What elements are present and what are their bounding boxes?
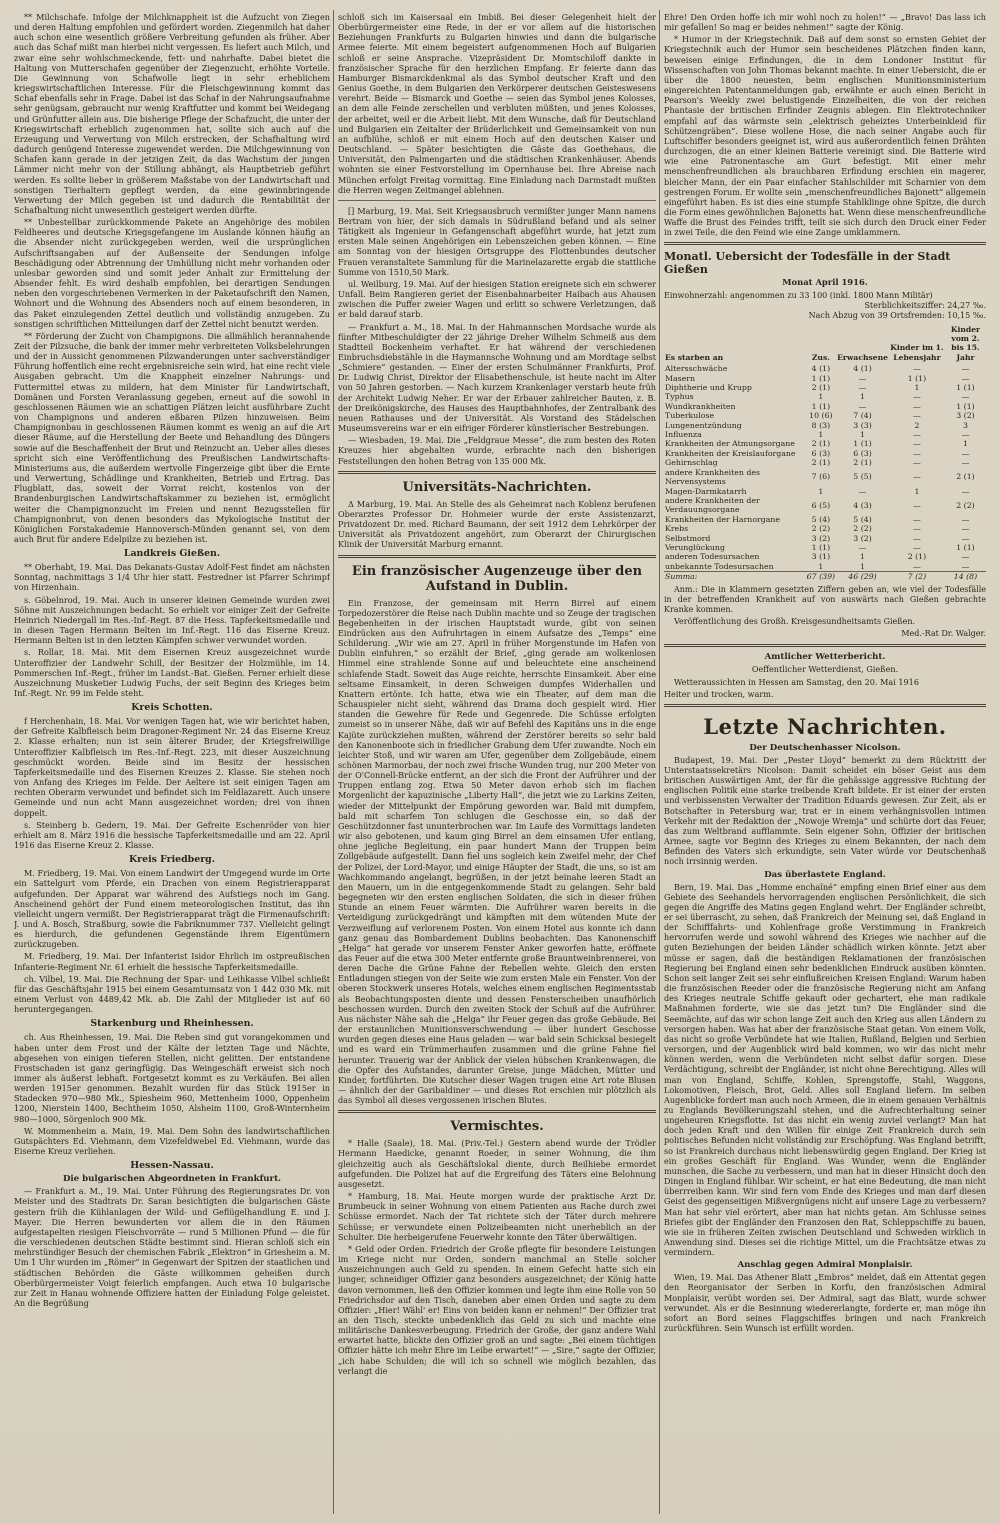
table-cell: 2 (2) — [956, 500, 975, 510]
divider — [664, 704, 986, 707]
table-cell: Influenza — [665, 430, 702, 440]
table-cell: unbekannte Todesursachen — [665, 561, 774, 571]
table-cell: — — [858, 383, 867, 393]
article-rheinhessen: ch. Aus Rheinhessen, 19. Mai. Die Reben sind gut vorangekommen und haben unter dem Frost und der Kälte der letzten Tage und Nächte, abgesehen von einigen tieferen Stellen, nicht gelitten. Der entstandene Frostschaden ist ganz geringfügig. Das Weingeschäft erweist sich noch immer als äußerst lebhaft. Fortgesetzt kommt es zu Verkäufen. Bei allen werden 1915er genommen. Bezahlt wurden für das Stück 1915er in Stadecken 970—980 Mk., Spiesheim 960, Mettenheim 1000, Oppenheim 1200, Nierstein 1400, Bechtheim 1050, Alsheim 1100, Groß-Winternheim 980—1000, Sörgenloch 900 Mk. — [14, 1032, 330, 1124]
divider — [664, 644, 986, 647]
table-cell: — — [913, 364, 921, 374]
table-cell: 1 — [818, 561, 824, 571]
column-header: Zus. — [811, 352, 830, 362]
table-cell: 7 (6) — [811, 472, 831, 482]
article-heading-bulgarian: Die bulgarischen Abgeordneten in Frankfurt. — [62, 1174, 282, 1185]
section-heading-friedberg: Kreis Friedberg. — [129, 854, 215, 866]
table-cell: Verunglückung — [665, 542, 725, 552]
section-heading-vermischtes: Vermischtes. — [450, 1119, 544, 1135]
table-cell: 2 (2) — [853, 524, 872, 534]
death-stats-table — [664, 325, 986, 582]
table-row — [664, 496, 986, 515]
table-cell: 1 — [860, 430, 865, 440]
table-cell: — — [913, 524, 921, 534]
article-milchschafe: ** Milchschafe. Infolge der Milchknappheit ist die Aufzucht von Ziegen und deren Haltung empfohlen und gefördert worden. Ziegenmilch hat daher auch schon eine wesentlich größere Verbreitung gefunden als früher. Aber auch das Schaf mißt man hierbei nicht vergessen. Es liefert auch Milch, und zwar eine sehr wohlschmeckende, fett- und nahrhafte. Dabei bietet die Haltung von Mutterschafen gegenüber der Ziegenzucht, erhöhte Vorteile. Die Gewinnung von Schafwolle liegt in sehr erheblichem kriegswirtschaftlichen Interesse. Für die Fleischgewinnung kommt das Schaf ebenfalls sehr in Frage. Dabei ist das Schaf in der Nahrungsaufnahme sehr genügsam, gebraucht nur wenig Kraftfutter und kommt bei Weidegang und Grünfutter allein aus. Die bisherige Pflege der Schafzucht, die unter der Kriegswirtschaft erheblich zugenommen hat, sollte sich auch auf die Erzeugung und Verwertung von Milch erstrecken, der Schafhaltung wird dadurch genügend Interesse zugewendet werden. Die Milchgewinnung von Schafen kann gerade in der jetzigen Zeit, da das Wachstum der jungen Lämmer nicht mehr von der Stillung abhängt, als Hauptbetrieb geführt werden. Es sollte lieber in größerem Maßstabe von der Landwirtschaft und sonstigen Tierhaltern gepflegt werden, da eine gewinnbringende Verwertung der Milch gegeben ist und dadurch die Rentabilität der Schafhaltung nicht unwesentlich gesteigert werden dürfte. — [14, 12, 330, 215]
table-cell: 6 (3) — [853, 448, 872, 458]
table-row — [664, 552, 986, 561]
table-cell: 6 (5) — [811, 500, 831, 510]
article-champignons: ** Förderung der Zucht von Champignons. Die allmählich herannahende Zeit der Pilzsuche, die bank der immer mehr verbreiteten Volksbelehrungen und der in Aussicht genommenen Pilzwanderungen unter sachverständiger Führung hoffentlich eine recht ergebnisreiche sein wird, hat eine recht viele Ausgaben gebracht. Um die Knappheit einzelner Nahrungs- und Futtermittel etwas zu mildern, hat dem Minister für Landwirtschaft, Domänen und Forsten Veranlassung gegeben, erneut auf die sowohl in geschlossenen Räumen wie an schattigen Plätzen leicht ausführbare Zucht von Champignons und anderen eßbaren Pilzen hinzuweisen. Beim Champignonbau in geschlossenen Räumen kommt es wenig an auf die Art dieser Räume, auf die Herstellung der Beete und Behandlung des Düngers sowie auf die Beschaffenheit der Brut und Reinzucht an. Ueber alles dieses spricht sich eine Veröffentlichung des Preußischen Landwirtschafts-Ministeriums aus, die außerdem wertvolle Fingerzeige gibt über die Ernte und Verwertung, Schädlinge und Krankheiten, Betrieb und Ertrag. Das Flugblatt, das, soweit der Vorrat reicht, kostenlos von der Brandenburgischen Landwirtschaftskammer zu beziehen ist, ermöglicht weiter die Champignonzucht im Freien und nennt Bezugsstellen für Champignonbrut, von denen besonders das Mykologische Institut der Königlichen Forstakademie Hannoversch-Münden genannt sei, von dem auch Brut für andere Edelpilze zu beziehen ist. — [14, 330, 330, 544]
article-heading-dublin: Ein französischer Augenzeuge über den Aufstand in Dublin. — [351, 563, 643, 594]
article-heading-admiral: Anschlag gegen Admiral Monplaisir. — [737, 1260, 913, 1271]
table-cell: 4 (1) — [811, 364, 831, 374]
table-cell: andere Krankheiten der Verdauungsorgane — [665, 495, 760, 515]
table-cell: Typhus — [665, 392, 694, 402]
table-cell: 1 — [860, 552, 865, 562]
article-marburg-bertram: [] Marburg, 19. Mai. Seit Kriegsausbruch vermißter junger Mann namens Bertram von hier, der sich damals in Südrußland befand und als seiner Tätigkeit als Ingenieur in Gefangenschaft abgeführt wurde, hat jetzt zum ersten Male seinen Angehörigen ein Lebenszeichen geben können. — Eine am Sonntag von der hiesigen Ortsgruppe des Flottenbundes deutscher Frauen veranstaltete Sammlung für die Marinelazarette ergab die stattliche Summe von 1510,50 Mark. — [338, 205, 656, 277]
divider — [664, 242, 986, 245]
article-friedberg-ehrlich: M. Friedberg, 19. Mai. Der Infanterist Isidor Ehrlich im ostpreußischen Infanterie-Regiment Nr. 61 erhielt die hessische Tapferkeitsmedaille. — [14, 951, 330, 972]
table-cell: — — [858, 373, 867, 383]
table-cell: 7 (4) — [853, 411, 872, 421]
table-row — [664, 430, 986, 439]
table-cell: — — [961, 430, 970, 440]
death-stats-note: Anm.: Die in Klammern gesetzten Ziffern geben an, wie viel der Todesfälle in der betreffenden Krankheit auf von auswärts nach Gießen gebrachte Kranke kommen. — [664, 584, 986, 614]
article-herchenhain: f Herchenhain, 18. Mai. Vor wenigen Tagen hat, wie wir berichtet haben, der Gefreite Kalbfleisch beim Dragoner-Regiment Nr. 24 das Eiserne Kreuz 2. Klasse erhalten; nun ist sein älterer Bruder, der Kriegsfreiwillige Unteroffizier Kalbfleisch im Res.-Inf.-Regt. 223, mit dieser Auszeichnung geschmückt worden. Beide sind im Besitz der hessischen Tapferkeitsmedaille und des Eisernen Kreuzes 2. Klasse. Sie stehen noch von Anfang des Krieges im Felde. Der Aeltere ist seit einigen Tagen am rechten Oberarm verwundet und befindet sich im Feldlazarett. Auch unsere Gemeinde und nun acht Mann ausgezeichnet worden; drei von ihnen doppelt. — [14, 716, 330, 818]
article-admiral: Wien, 19. Mai. Das Athener Blatt „Embros“ meldet, daß ein Attentat gegen den Reorganisator der Serben in Korfu, den französischen Admiral Monplaisir, verübt worden sei. Der Admiral, sagt das Blatt, wurde schwer verwundet. Als er die Besinnung wiedererlangte, forderte er, man möge ihn sofort an Bord seines Flaggschiffes bringen und nach Frankreich zurückführen. Sein Wunsch ist erfüllt worden. — [664, 1272, 986, 1334]
table-cell: 1 — [860, 392, 865, 402]
table-row — [664, 411, 986, 420]
table-cell: 3 (3) — [853, 420, 872, 430]
table-cell: — — [913, 411, 921, 421]
article-halle: * Halle (Saale), 18. Mai. (Priv.-Tel.) Gestern abend wurde der Trödler Hermann Haedicke, genannt Roeder, in seiner Wohnung, die ihm gleichzeitig auch als Geschäftslokal diente, durch Beilhiebe ermordet aufgefunden. Die Polizei hat auf die Ergreifung des Täters eine Belohnung ausgesetzt. — [338, 1138, 656, 1189]
table-cell: 4 (1) — [853, 364, 872, 374]
table-cell: Magen-Darmkatarrh — [665, 486, 747, 496]
table-row — [664, 543, 986, 552]
table-cell: 10 (6) — [809, 411, 833, 421]
column-rule — [659, 10, 660, 1514]
article-bulgarian-continued: schloß sich im Kaisersaal ein Imbiß. Bei dieser Gelegenheit hielt der Oberbürgermeister eine Rede, in der er vor allem auf die historischen Beziehungen Frankfurts zu Bulgarien hinwies und dann die bulgarische Armee feierte. Mit einem begeistert aufgenommenen Hoch auf Bulgarien schloß er seine Ansprache. Vizepräsident Dr. Momtschiloff dankte in französischer Sprache für den herzlichen Empfang. Er feierte dann das Hamburger Bismarckdenkmal als das Symbol deutscher Kraft und den Genius Goethe, in dem Bulgarien den Verkörperer deutschen Geisteswesens verehrt. Beide — Bismarck und Goethe — seien das Symbol jenes Kolosses, an dem alle Feinde zerschellen und verbluten müßten, und jenes Kolosses, der arbeitet, weil er die Arbeit liebt. Mit dem Wunsche, daß für Deutschland und Bulgarien ein Zeitalter der Brüderlichkeit und Gemeinsamkeit von nun an aufblühe, schloß er mit einem Hoch auf den deutschen Kaiser und Deutschland. — Später besichtigten die Gäste das Goethehaus, die Universität, den Palmengarten und die städtischen Krankenhäuser. Abends wohnten sie einer Festvorstellung im Opernhause bei. Ihre Abreise nach München erfolgt Freitag vormittag. Eine Einladung nach Darmstadt mußten die Herren wegen Zeitmangel ablehnen. — [338, 12, 656, 195]
table-row — [664, 562, 986, 572]
death-stats-source: Veröffentlichung des Großh. Kreisgesundheitsamts Gießen. — [674, 617, 916, 627]
death-stats-body — [664, 364, 986, 571]
table-row — [664, 392, 986, 401]
table-cell: — — [913, 401, 921, 411]
table-row — [664, 524, 986, 533]
table-cell: Selbstmord — [665, 533, 711, 543]
death-stats-signature: Med.-Rat Dr. Walger. — [901, 629, 986, 639]
article-humor-kriegstechnik: * Humor in der Kriegstechnik. Daß auf dem sonst so ernsten Gebiet der Kriegstechnik auch der Humor sein bescheidenes Plätzchen finden kann, beweisen einige Erfindungen, die in dem Londoner Institut für Wissenschaften von John Thomas bekannt machte. In einer Uebersicht, die er über die 1800 neuesten, beim englischen Munitionsministerium eingereichten Patentanmeldungen gab, erwähnte er auch einen Bericht in Pearson's Weekly zwei belustigende Einzelheiten, die von der reichen Phantasie der britischen Erfinder Zeugnis ablegen. Ein Elektrotechniker empfahl auf das wärmste sein „elektrisch geheiztes Unterbeinkleid für Schützengräben“. Diese wollene Hose, die nach seiner Angabe auch für Luftschiffer besonders geeignet ist, wird aus außerordentlich feinen Drähten durchzogen, die an einer kleinen Batterie vereinigt sind. Die Batterie wird wie eine Patronentasche am Gurt befestigt. Mit einer mehr menschenfreundlichen als brauchbaren Erfindung erschien ein magerer, bleicher Mann, der ein Paar einfacher Stahlschilder mit Scharnier von dem gestrengen Forum. Er wollte sein „menschenfreundliches Bajonett“ allgemein eingeführt haben. Es ist dies eine stumpfe Stahlklinge ohne Spitze, die durch die Form eines gewöhnlichen Bajonetts hat. Wenn diese menschenfreundliche Waffe die Brust des Feindes trifft, teilt sie sich durch den Druck einer Feder in zwei Teile, die den Feind wie eine Zange umklammern. — [664, 34, 986, 238]
section-heading-nassau: Hessen-Nassau. — [130, 1160, 214, 1172]
table-cell: 1 (1) — [956, 383, 975, 393]
divider — [338, 1110, 656, 1113]
table-cell: 3 — [962, 420, 968, 430]
table-cell: 2 (2) — [811, 524, 831, 534]
table-cell: — — [961, 448, 970, 458]
table-row — [664, 449, 986, 458]
table-cell: — — [913, 514, 921, 524]
divider — [338, 200, 656, 201]
death-stats-title: Monatl. Uebersicht der Todesfälle in der Stadt Gießen — [664, 250, 951, 277]
article-england: Bern, 19. Mai. Das „Homme enchaîné“ empfing einen Brief einer aus dem Gebiete des Seehandels hervorragenden englischen Persönlichkeit, die sich gegen die Angriffe des Matins gegen England wehrt. Der Engländer schreibt, er sei überrascht, zu sehen, daß Frankreich der Meinung sei, daß England in der Schifffahrts- und Kohlenfrage große Verstimmung in Frankreich hervorrufen werde und sowohl während des Krieges wie nachher auf die guten Beziehungen der beiden Länder schädlich wirken könnte. Jetzt aber müsse er sagen, daß die beständigen Reklamationen der französischen Regierung bei England einen sehr bedenklichen Eindruck ausüben könnten. Schon seit langer Zeit sei sehr einflußreichen Kreisen England: Warum haben die französischen Reeder oder die französische Regierung nicht am Anfang des Krieges neutrale Schiffe gekauft oder gechartert, ehe man radikale Maßnahmen forderte, wie sie das jetzt tun? Die Engländer sind die Seemächte, auf das wir schon lange Zeit auch den Krieg aus allen Ländern zu versorgen haben. Was hat aber der französische Staat getan. Von einem Volk, das nicht so große Verbündete hat wie Italien, Rußland, Belgien und Serbien versorgen, und der Augenblick wird bald kommen, wo wir das nicht mehr können werden, wenn die Verbündeten nicht selbst dafür sorgen. Diese Verdächtigung, schreibt der Engländer, ist nicht ohne Berechtigung. Alles will man von England, Schiffe, Kohlen, Sprengstoffe, Stahl, Waggons, Lokomotiven, Fleisch, Brot, Geld. Alles soll England liefern. Im selben Augenblicke fordert man auch noch Armeen, die in einem genauen Verhältnis zu Englands Bevölkerungszahl stehen, und die Aufrechterhaltung seiner ungeheuren Kriegsflotte. Ist das nicht ein wenig zuviel verlangt? Man hat doch jeden Kraft und den Willen für einige Zeit Frankreich durch sein politisches Befunden nicht vollständig zur Erschöpfung. Was England betrifft, so ist Frankreich durchaus nicht liebenswürdig gegen England. Der Krieg ist ein großes Geschäft für England. Was Wunder, wenn die Engländer munschen, die Sache zu verbessern, und man hat in dieser Hinsicht doch den Dingen in England fühlbar. Wir scheint, er hat eine Bedeutung, die man nicht überrreiben kann. Wir sind fern vom Ende des Krieges und man darf diesen Geist des gegenseitigen Mißvergnügens nicht auf unsere Lage zu verbessern? Man hat sehr viel erörtert, aber man hat nichts getan. Am Schlusse seines Briefes gibt der Engländer den Franzosen den Rat, Schleppschiffe zu bauen, wie sie in früheren Zeiten zwischen Deutschland und Schweden wirklich in Anwendung sind. Dieses sei die richtige Mittel, um die Frachtsätze etwas zu vermindern. — [664, 881, 986, 1258]
table-cell: Lungenentzündung — [665, 420, 742, 430]
article-geld-continued: Ehre! Den Orden hoffe ich mir wohl noch zu holen!“ — „Bravo! Das lass ich mir gefallen! So mag er beides nehmen!“ sagte der König. — [664, 12, 986, 33]
table-cell: 5 (5) — [853, 472, 872, 482]
table-cell: — — [858, 486, 867, 496]
article-heading-nicolson: Der Deutschenhasser Nicolson. — [749, 742, 901, 753]
column-header: Kinder im 1. Lebensjahr — [890, 343, 944, 362]
table-cell: — — [913, 533, 921, 543]
article-rollar: s. Rollar, 18. Mai. Mit dem Eisernen Kreuz ausgezeichnet wurde Unteroffizier der Landwehr Schill, der Besitzer der Holzmühle, im 14. Pommerschen Inf.-Regt., früher im Landst.-Bat. Gießen. Ferner erhielt diese Auszeichnung Musketier Ludwig Fuchs, der seit Beginn des Krieges beim Inf.-Regt. Nr. 99 im Felde steht. — [14, 647, 330, 698]
article-oberhabt: ** Oberhabt, 19. Mai. Das Dekanats-Gustav Adolf-Fest findet am nächsten Sonntag, nachmittags 3 1/4 Uhr hier statt. Festredner ist Pfarrer Schrimpf von Hirzenhain. — [14, 562, 330, 593]
table-cell: — — [961, 524, 970, 534]
table-cell: — — [961, 561, 970, 571]
column-header: Erwachsene — [837, 352, 888, 362]
table-cell: 1 (1) — [811, 401, 831, 411]
death-stats-rate: Sterblichkeitsziffer: 24,27 ‰. — [864, 300, 986, 310]
table-cell: — — [913, 448, 921, 458]
table-cell: Gehirnschlag — [665, 458, 718, 468]
table-cell: 1 — [962, 439, 968, 449]
table-cell: — — [913, 542, 921, 552]
table-cell: — — [961, 533, 970, 543]
table-cell: 1 — [914, 486, 920, 496]
table-cell: — — [961, 392, 970, 402]
table-row — [664, 515, 986, 524]
table-cell: 2 (1) — [853, 458, 872, 468]
column-rule — [333, 10, 334, 1514]
death-stats-month: Monat April 1916. — [782, 277, 868, 288]
column-left — [14, 12, 330, 1514]
table-cell: — — [961, 552, 970, 562]
table-cell: Krebs — [665, 524, 689, 534]
table-row — [664, 468, 986, 487]
weather-service: Oeffentlicher Wetterdienst, Gießen. — [751, 664, 899, 675]
table-cell: anderen Todesursachen — [665, 552, 760, 562]
column-middle — [338, 12, 656, 1514]
table-cell: 2 — [914, 420, 920, 430]
divider — [338, 555, 656, 558]
section-heading-landkreis: Landkreis Gießen. — [123, 548, 221, 560]
table-cell: — — [961, 514, 970, 524]
table-row — [664, 439, 986, 448]
table-cell: andere Krankheiten des Nervensystems — [665, 467, 761, 487]
table-cell: — — [961, 486, 970, 496]
table-cell: 8 (3) — [811, 420, 831, 430]
table-cell: 2 (1) — [811, 458, 831, 468]
table-cell: 4 (3) — [853, 500, 872, 510]
article-steinberg: s. Steinberg b. Gedern, 19. Mai. Der Gefreite Eschenröder von hier erhielt am 8. März 1916 die hessische Tapferkeitsmedaille und am 22. April 1916 das Eiserne Kreuz 2. Klasse. — [14, 819, 330, 851]
table-cell: Krankheiten der Harnorgane — [665, 514, 781, 524]
article-marburg-univ: Δ Marburg, 19. Mai. An Stelle des als Geheimrat nach Koblenz berufenen Oberarztes Professor Dr. Hohmeier wurde der erste Assistenzarzt, Privatdozent Dr. med. Richard Baumann, der seit 1912 dem Lehrkörper der Universität als Privatdozent angehört, zum Oberarzt der Chirurgischen Klinik der Universität Marburg ernannt. — [338, 498, 656, 550]
table-cell: 1 (1) — [956, 401, 975, 411]
article-bulgarian-deputies: — Frankfurt a. M., 19. Mai. Unter Führung des Regierungsrates Dr. von Meister und des Stadtrats Dr. Saran besichtigten die bulgarischen Gäste gestern früh die Kühlanlagen der Wild- und Geflügelhandlung E. und J. Mayer. Die Herren bewunderten vor allem die in den Räumen aufgestapelten riesigen Fleischvorräte — rund 5 Millionen Pfund — die für die verschiedenen deutschen Städte bestimmt sind. Hieran schloß sich ein mehrstündiger Besuch der chemischen Fabrik „Elektron“ in Griesheim a. M. Um 1 Uhr wurden im „Römer“ in Gegenwart der Spitzen der staatlichen und städtischen Behörden die Gäste willkommen geheißen durch Oberbürgermeister Voigt feierlich empfangen. Auch etwa 10 bulgarische zur Zeit in Hanau wohnende Offiziere hatten der Einladung Folge geleistet. An die Begrüßung — [14, 1186, 330, 1308]
table-cell: — — [913, 439, 921, 449]
table-cell: 5 (4) — [811, 514, 831, 524]
table-row — [664, 364, 986, 373]
table-cell: 3 (2) — [853, 533, 872, 543]
table-cell: 2 (1) — [907, 552, 927, 562]
sum-infants: 7 (2) — [889, 572, 945, 582]
table-cell: — — [961, 458, 970, 468]
table-row — [664, 421, 986, 430]
article-heading-england: Das überlastete England. — [764, 869, 886, 880]
article-geld-oder-orden: * Geld oder Orden. Friedrich der Große pflegte für besondere Leistungen im Kriege nicht nur Orden, sondern manchmal an Stelle solcher Auszeichnungen auch Geld zu spenden. In einem Gefecht hatte sich ein junger, schneidiger Offizier ganz besonders ausgezeichnet; der König hatte davon vernommen, ließ den Offizier kommen und legte ihm eine Rolle von 50 Friedrichsdor auf den Tisch, daneben aber einen Orden und sagte zu dem Offizier: „Hier! Wähl' er! Eins von beiden kann er nehmen!“ Der Offizier trat an den Tisch, steckte unbedenklich das Geld zu sich und machte eine militärische Dankesverbeugung. Friedrich der Große, der ganz andere Wahl erwartet hatte, blickte den Offizier groß an und sagte: „Bei einem tüchtigen Offizier hätte ich mehr Ehre im Leibe erwartet!“ — „Sire,“ sagte der Offizier, „ich habe Schulden; die will ich so schnell wie möglich bezahlen, das verlangt die — [338, 1243, 656, 1376]
article-nicolson: Budapest, 19. Mai. Der „Pester Lloyd“ bemerkt zu dem Rücktritt der Unterstaatssekretärs Nicolson: Damit scheidet ein böser Geist aus dem britischen Auswärtigen Amt, der für die gehässige aggressive Richtung der englischen Politik eine starke treibende Kraft bildete. Er ist einer der ersten und verbissensten Verwalter der Tradition Eduards gewesen. Zur Zeit, als er Botschafter in Petersburg war, trat er in einem verhängnisvollen intimen Verkehr mit der Redaktion der „Nowoje Wremja“ und schürte dort das Feuer, das zum Weltbrand aufflammte. Sein eigener Sohn, Offizier der britischen Armee, sagte vor Beginn des Krieges zu einem Bekannten, der nach dem Befinden des Vaters sich erkundigte, sein Vater würde vor Deutschenhaß noch irrsinnig werden. — [664, 754, 986, 867]
column-header: Kinder vom 2. bis 15. Jahr — [950, 324, 981, 362]
table-cell: — — [858, 401, 867, 411]
table-cell: — — [913, 500, 921, 510]
table-cell: Krankheiten der Kreislauforgane — [665, 448, 796, 458]
article-frankfurt-mord: — Frankfurt a. M., 18. Mai. In der Hahmannschen Mordsache wurde als fünfter Mitbeschuldigter der 22 jährige Dreher Wilhelm Schmeiß aus dem Stadtteil Bockenheim verhaftet. Er hat während der verschiedenen Einbruchsdiebstähle in die Haymannsche Wohnung und am Mordtage selbst „Schmiere“ gestanden. — Einer der ersten Schulmänner Frankfurts, Prof. Dr. Ludwig Christ, Direktor der Elisabethenschule, ist heute nacht im Alter von 50 Jahren gestorben. — Nach kurzem Krankenlager verstarb heute früh der Architekt Ludwig Neher. Er war der Erbauer zahlreicher Bauten, z. B. der Dreikönigskirche, des Hauses des Hauptbahnhofes, der Zentralbank des neuen Rathauses und der Universität. Als Vorstand des Städelschen Museumsvereins war er ein eifriger Förderer künstlerischer Bestrebungen. — [338, 321, 656, 434]
table-cell: 2 (1) — [811, 383, 831, 393]
weather-text: Wetteraussichten in Hessen am Samstag, den 20. Mai 1916 — [674, 676, 919, 687]
sum-label: Summa: — [664, 572, 806, 582]
table-header-row — [664, 325, 986, 365]
table-cell: — — [913, 472, 921, 482]
table-row — [664, 402, 986, 411]
weather-title: Amtlicher Wetterbericht. — [764, 652, 886, 663]
table-cell: 1 — [914, 383, 920, 393]
column-right — [664, 12, 986, 1514]
sum-total: 67 (39) — [806, 572, 836, 582]
table-row-sum — [664, 572, 986, 582]
table-cell: — — [913, 458, 921, 468]
table-cell: 3 (2) — [811, 533, 831, 543]
table-cell: 3 (1) — [811, 552, 831, 562]
table-cell: — — [858, 542, 867, 552]
section-heading-universitaet: Universitäts-Nachrichten. — [402, 479, 592, 495]
table-cell: Wundkrankheiten — [665, 401, 736, 411]
table-cell: 2 (1) — [811, 439, 831, 449]
table-cell: 1 (1) — [853, 439, 872, 449]
table-cell: 1 — [860, 561, 865, 571]
death-stats-population: Einwohnerzahl: angenommen zu 33 100 (inkl. 1800 Mann Militär) — [664, 290, 933, 300]
table-row — [664, 374, 986, 383]
table-cell: — — [961, 364, 970, 374]
table-cell: 1 — [818, 392, 824, 402]
table-cell: 1 (1) — [907, 373, 927, 383]
table-row — [664, 487, 986, 496]
table-cell: 1 (1) — [811, 542, 831, 552]
table-cell: Altersschwäche — [665, 364, 728, 374]
sum-adults: 46 (29) — [836, 572, 889, 582]
article-wiesbaden: — Wiesbaden, 19. Mai. Die „Feldgraue Messe“, die zum besten des Roten Kreuzes hier abgehalten wurde, erbrachte nach den bisherigen Feststellungen den hohen Betrag von 135 000 Mk. — [338, 435, 656, 466]
divider — [338, 471, 656, 474]
article-pakete: ** Unbestellbar zurückkommende Pakete an Angehörige des mobilen Feldheeres und deutsche Kriegsgefangene im Auslande können häufig an die Absender nicht zurückgegeben werden, weil die ursprünglichen Aufschriftsangaben auf der Außenseite der Sendungen infolge Beschädigung oder Abtrennung der Umhüllung nicht mehr vorhanden oder unlesbar geworden sind und somit jeder Anhalt zur Ermittelung der Absender fehlt. Es wird deshalb empfohlen, bei derartigen Sendungen neben den vorgeschriebenen Vermerken in der Paketaufschrift den Namen, Wohnort und die Wohnung des Absenders noch auf einem besonderen, in das Paket einzulegenden Zettel deutlich und vollständig anzugeben. Zu sonstigen schriftlichen Mitteilungen darf der Zettel nicht benutzt werden. — [14, 217, 330, 329]
table-cell: Tuberkulose — [665, 411, 715, 421]
table-cell: Masern — [665, 373, 695, 383]
table-cell: 3 (2) — [956, 411, 975, 421]
article-weilburg: ul. Weilburg, 19. Mai. Auf der hiesigen Station ereignete sich ein schwerer Unfall. Beim Rangieren geriet der Eisenbahnarbeiter Haibach aus Ahausen zwischen die Puffer zweier Wagen und erlitt so schwere Verletzungen, daß er bald darauf starb. — [338, 278, 656, 320]
table-cell: 1 — [818, 430, 824, 440]
section-heading-latest-news: Letzte Nachrichten. — [703, 713, 947, 739]
table-cell: Diphtherie und Krupp — [665, 383, 752, 393]
weather-forecast: Heiter und trocken, warm. — [664, 688, 774, 699]
table-row — [664, 534, 986, 543]
table-cell: — — [961, 373, 970, 383]
table-cell: 5 (4) — [853, 514, 872, 524]
article-mommenheim: W. Mommenheim a. Main, 19. Mai. Dem Sohn des landwirtschaftlichen Gutspächters Ed. Viehmann, dem Vizefeldwebel Ed. Viehmann, wurde das Eiserne Kreuz verliehen. — [14, 1125, 330, 1157]
table-cell: 2 (1) — [956, 472, 975, 482]
table-cell: — — [913, 430, 921, 440]
table-row — [664, 383, 986, 392]
table-cell: 1 (1) — [956, 542, 975, 552]
table-cell: 6 (3) — [811, 448, 831, 458]
article-friedberg-drachen: M. Friedberg, 19. Mai. Von einem Landwirt der Umgegend wurde im Orte ein Sattelgurt vom Pferde, ein Drachen von einem Registrierapparat aufgefunden. Der Apparat war während des Aufstiegs noch im Gang. Anscheinend gehört der Fund einem meteorologischen Institut, das ihn vielleicht ungern vermißt. Der Registrierapparat trägt die Firmenaufschrift: J. und A. Bosch, Straßburg, sowie die Fabriknummer 737. Vielleicht gelingt es hierdurch, die gefundenen Gegenstände ihrem Eigentümern zurückzugeben. — [14, 868, 330, 950]
table-cell: 1 (1) — [811, 373, 831, 383]
column-header: Es starben an — [665, 352, 724, 362]
section-heading-starkenburg: Starkenburg und Rheinhessen. — [90, 1018, 254, 1030]
table-row — [664, 458, 986, 467]
article-goebelnrod: s. Göbelnrod, 19. Mai. Auch in unserer kleinen Gemeinde wurden zwei Söhne mit Auszeichnungen bedacht. So erhielt vor einiger Zeit der Gefreite Heinrich Niedergall im Res.-Inf.-Regt. 87 die Hess. Tapferkeitsmedaille und in diesen Tagen Hermann Belten im Inf.-Regt. 116 das Eiserne Kreuz. Hermann Belten ist in den letzten Kämpfen schwer verwundet worden. — [14, 594, 330, 646]
death-stats-rate-adjusted: Nach Abzug von 39 Ortsfremden: 10,15 ‰. — [808, 310, 986, 320]
table-cell: — — [913, 561, 921, 571]
article-dublin: Ein Franzose, der gemeinsam mit Herrn Birrel auf einem Torpedozerstörer die Reise nach Dublin machte und so Zeuge der tragischen Begebenheiten in der irischen Hauptstadt wurde, gibt von seinen Eindrücken aus den Aufruhrtagen in einem Aufsatze des „Temps“ eine Schilderung. „Wir wie am 27. April in früher Morgenstunde im Hafen von Dublin einfuhren,“ so erzählt der Brief, „ging gerade am wolkenlosen Himmel eine strahlende Sonne auf und beleuchtete eine anscheinend schlafende Stadt. Soweit das Auge reichte, herrschte Einsamkeit. Aber eine seltsame Einsamkeit, in deren Schweigen dumpfes Widerhallen und Knattern ertönte. Ich hatte, etwa wie ein Theater, auf dem man die Schauspieler nicht sieht, während das Drama doch gespielt wird. Hier standen die Gewehre für Rede und Gegenrede. Die Schüsse erfolgten zumeist so in unserer Nähe, daß wir auf Befehl des Kapitäns uns in die enge Kajüte zurückziehen mußten, während der Zerstörer bereits so sehr bald den Kanonenboote sich in friedlicher Grabung dem Ufer zuwandte. Noch ein leichter Stoß, und wir waren am Ufer, gegenüber dem Zollgebäude, einem schönen Marmorbau, der noch zwei frische Wunden trug, nur 200 Meter von der O'Connell-Brücke entfernt, an der sich die Front der Aufrührer und der Truppen entlang zog. Etwa 50 Meter davon erhob sich im flachen Morgenlicht der kapuzinische „Liberty Hall“, die jetzt wie zu Larkins Zeiten, wieder der Mittelpunkt der Empörung geworden war. Bald mit dumpfem, bald mit scharfem Ton schlugen die Geschosse ein, so daß der Geschützdonner fast ununterbrochen war. Im Laufe des Vormittags landeten wir also gebotenen, und kaum ging Birrel an dem einsamen Ufer entlang, ohne jegliche Begleitung, ein paar hundert Mann der Truppen beim Zollgebäude aufgestellt. Dann fiel uns sogleich kein Zweifel mehr, der Chef der Polizei, der Lord-Mayor, und einige Häupter der Stadt, die uns, so ist am Wachkommando angelangt, begrüßen, in der jetzt beinahe leeren Stadt an den Mauern, um in die entgegenkommende Stadt zu gelangen. Sehr bald begegneten wir den ersten englischen Soldaten, die sich in dieser frühen Stunde an einem Feuer wärmten. Die Aufrührer waren bereits in die Verteidigung zurückgedrängt und kämpften mit dem wütenden Mute der Verzweiflung auf verlorenem Posten. Von einem Hotel aus konnte ich dann ganz genau das Bombardement Dublins beobachten. Das Kanonenschiff „Helga“ hat gerade vor unserem Fenster Anker geworfen hatte, eröffnete das Feuer auf die etwa 300 Meter entfernte große Brauntweinbrennerei, von deren Dache die Grüne Fahne der Rebellen wehte. Gleich den ersten Entladungen stiegen von der Seite wie zum ersten Male ein Fenster. Von der oberen Stockwerk unseres Hotels, welches einem englischen Regimentsstab als Beobachtungsposten diente und dessen Fensterscheiben unaufhörlich beschossen wurden. Durch den zweiten Stock der Schuß auf die Aufrührer. Aus nächster Nähe sah die „Helga“ ihr Feuer gegen das große Gebäude. Bei der erstaunlichen Munitionsverschwendung — über hundert Geschosse wurden gegen dieses eine Haus geladen — war bald sein Schicksal besiegelt und es ward ein Trümmerhaufen zusammen und die grüne Fahne fiel herunter. Trauerig war der Anblick der vielen hübschen Krankenwagen, die die Opfer des Aufstandes, darunter Greise, junge Mädchen, Mütter und Kinder, fortführten. Die Kutscher dieser Wagen trugen eine Art rote Blusen — ähnlich der der Garibaldiner — und dieses Rot erschien mir plötzlich als das Symbol all dieses vergossenen irischen Blutes. — [338, 597, 656, 1106]
article-hamburg: * Hamburg, 18. Mai. Heute morgen wurde der praktische Arzt Dr. Brumbeuck in seiner Wohnung von einem Patienten aus Rache durch zwei Schüsse ermordet. Nach der Tat richtete sich der Täter durch mehrere Schüsse; er verwundete einen Polizeibeamten nicht unerheblich an der Schulter. Die herbeigerufene Feuerwehr konnte den Täter überwältigen. — [338, 1191, 656, 1242]
table-cell: Krankheiten der Atmungsorgane — [665, 439, 795, 449]
table-cell: 1 — [818, 486, 824, 496]
sum-children: 14 (8) — [945, 572, 986, 582]
table-cell: — — [913, 392, 921, 402]
section-heading-schotten: Kreis Schotten. — [131, 702, 213, 714]
article-vilbel: ch. Vilbel, 19. Mai. Die Rechnung der Spar- und Leihkasse Vilbel schließt für das Geschäftsjahr 1915 bei einem Gesamtumsatz von 1 442 030 Mk. mit einem Verlust von 4489,42 Mk. ab. Die Zahl der Mitglieder ist auf 60 heruntergegangen. — [14, 973, 330, 1015]
